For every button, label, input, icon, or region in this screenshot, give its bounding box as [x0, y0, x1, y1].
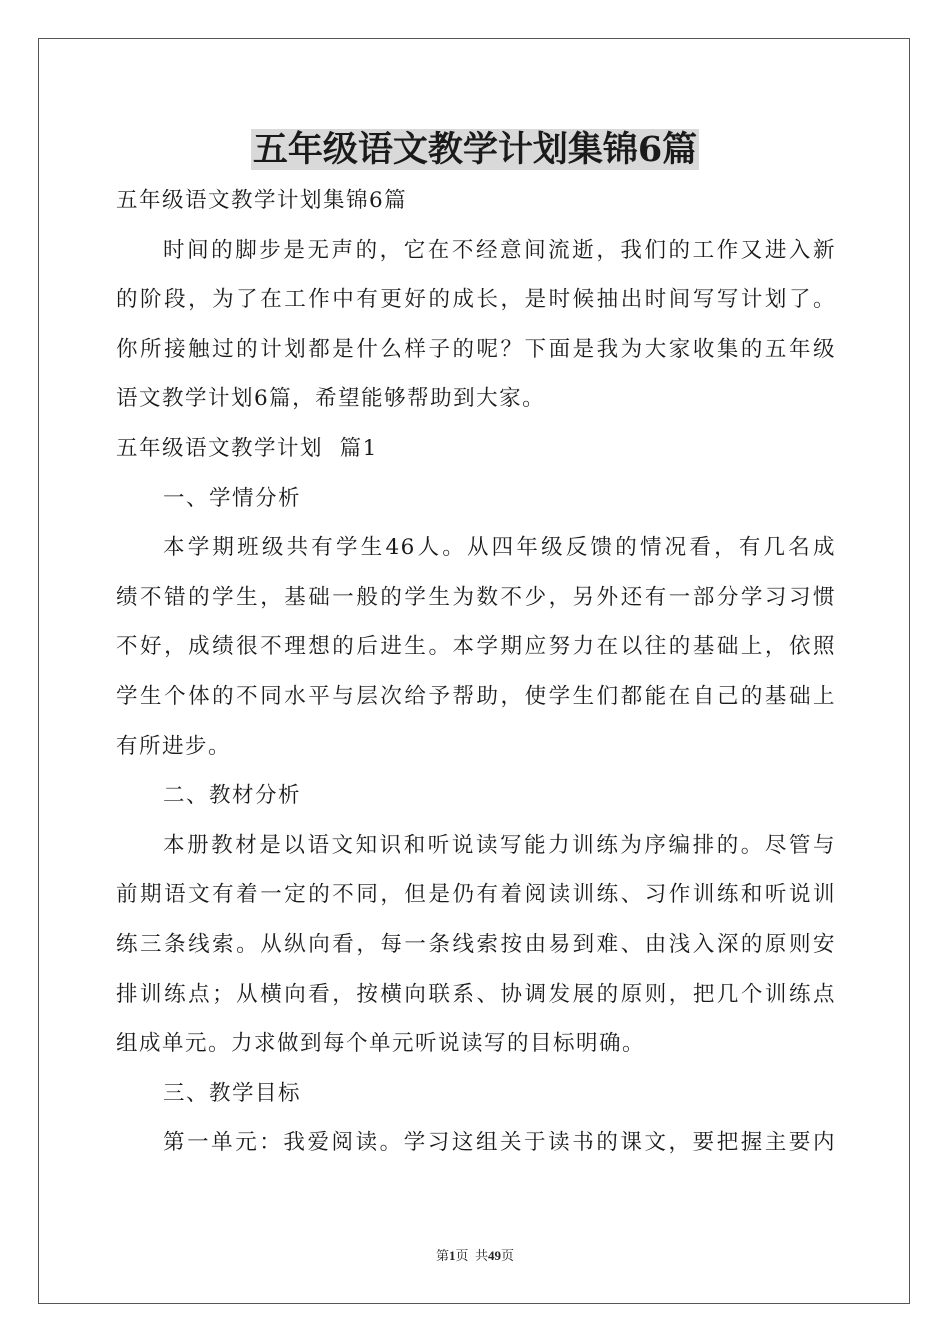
footer-current-page: 1 — [448, 1248, 456, 1263]
part2-line-3: 练三条线索。从纵向看，每一条线索按由易到难、由浅入深的原则安 — [116, 931, 836, 957]
footer-total-pages: 49 — [488, 1248, 501, 1263]
part1-line-1: 本学期班级共有学生46人。从四年级反馈的情况看，有几名成 — [163, 535, 836, 561]
part2-line-5: 组成单元。力求做到每个单元听说读写的目标明确。 — [116, 1031, 646, 1057]
section-heading: 五年级语文教学计划 篇1 — [116, 435, 378, 461]
subtitle-line: 五年级语文教学计划集锦6篇 — [116, 188, 408, 213]
document-title — [0, 126, 950, 174]
intro-line-3: 你所接触过的计划都是什么样子的呢？下面是我为大家收集的五年级 — [116, 336, 836, 362]
intro-line-2: 的阶段，为了在工作中有更好的成长，是时候抽出时间写写计划了。 — [116, 287, 836, 313]
part3-line-1: 第一单元：我爱阅读。学习这组关于读书的课文，要把握主要内 — [163, 1130, 836, 1156]
footer-mid: 页 共 — [455, 1248, 488, 1263]
part2-line-4: 排训练点；从横向看，按横向联系、协调发展的原则，把几个训练点 — [116, 981, 836, 1007]
part2-line-1: 本册教材是以语文知识和听说读写能力训练为序编排的。尽管与 — [163, 832, 836, 858]
intro-line-1: 时间的脚步是无声的，它在不经意间流逝，我们的工作又进入新 — [163, 237, 836, 263]
part2-line-2: 前期语文有着一定的不同，但是仍有着阅读训练、习作训练和听说训 — [116, 882, 836, 908]
part1-line-4: 学生个体的不同水平与层次给予帮助，使学生们都能在自己的基础上 — [116, 683, 836, 709]
part2-heading: 二、教材分析 — [163, 783, 302, 809]
part1-line-5: 有所进步。 — [116, 733, 232, 759]
page-footer — [0, 1245, 950, 1264]
part3-heading: 三、教学目标 — [163, 1080, 302, 1106]
part1-heading: 一、学情分析 — [163, 485, 302, 511]
document-body — [116, 176, 836, 1168]
intro-line-4: 语文教学计划6篇，希望能够帮助到大家。 — [116, 386, 546, 412]
document-title-text: 五年级语文教学计划集锦6篇 — [252, 129, 698, 170]
footer-prefix: 第 — [435, 1248, 449, 1263]
footer-suffix: 页 — [501, 1248, 515, 1263]
part1-line-3: 不好，成绩很不理想的后进生。本学期应努力在以往的基础上，依照 — [116, 634, 836, 660]
part1-line-2: 绩不错的学生，基础一般的学生为数不少，另外还有一部分学习习惯 — [116, 584, 836, 610]
